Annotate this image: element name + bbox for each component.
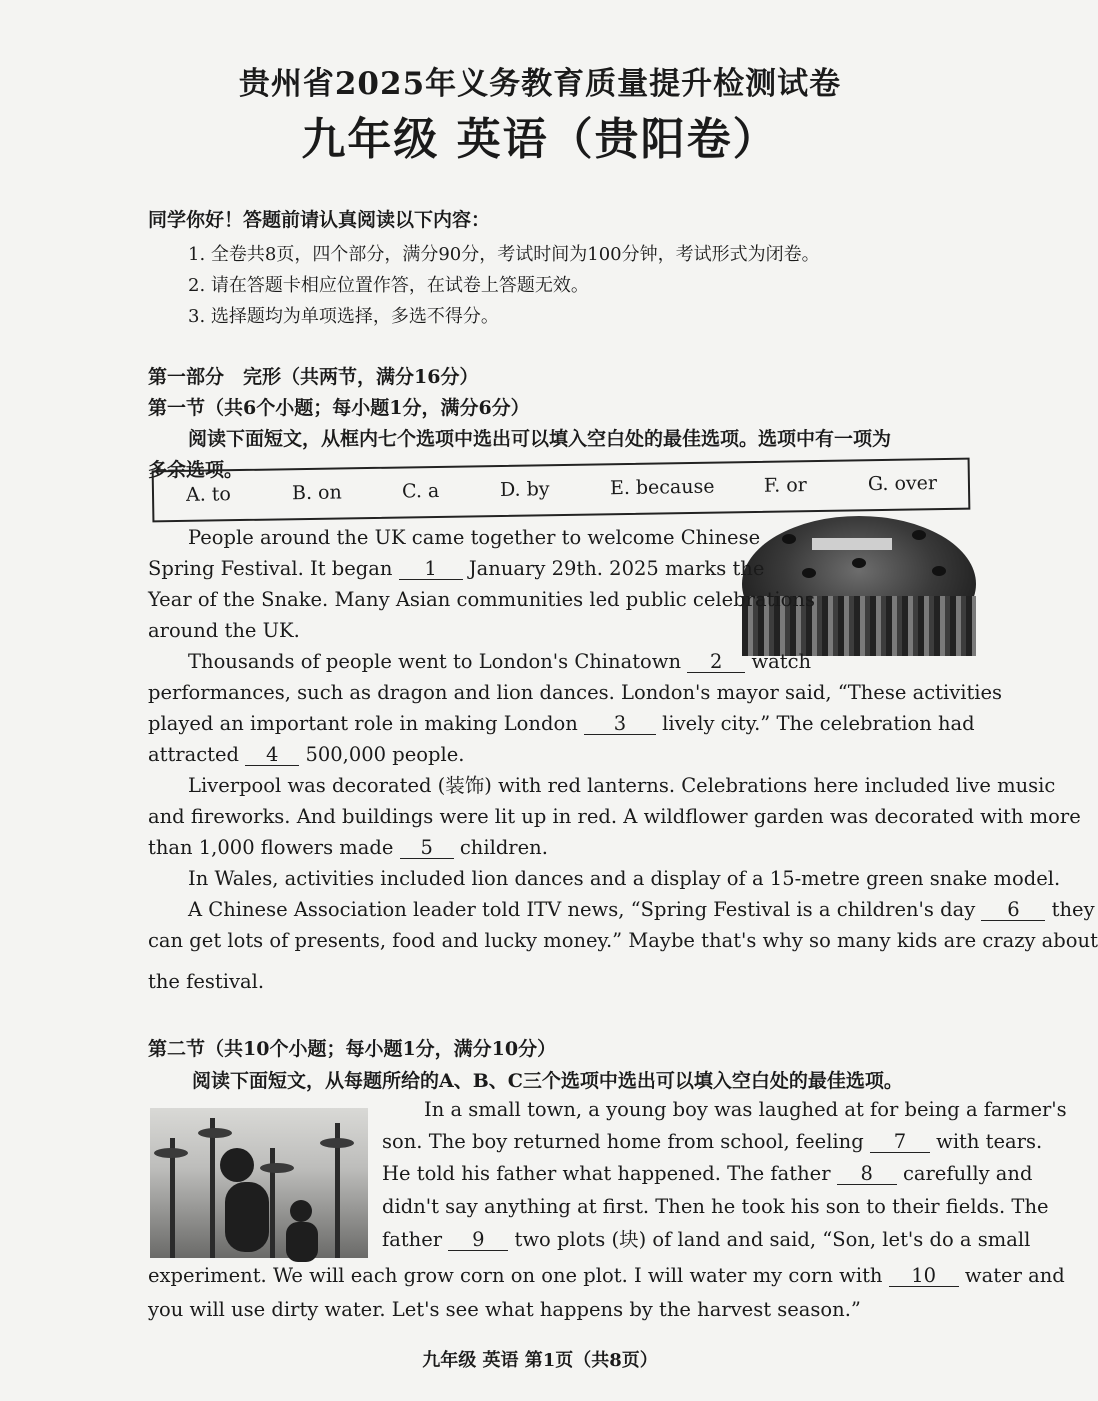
exam-subtitle: 九年级 英语（贵阳卷）: [301, 114, 779, 165]
page-footer: 九年级 英语 第1页（共8页）: [422, 1350, 658, 1371]
passage2-line: experiment. We will each grow corn on one plot. I will water my corn with 10 water and: [148, 1264, 1065, 1287]
passage1-line: and fireworks. And buildings were lit up in red. A wildflower garden was decorated with more: [148, 805, 1081, 828]
passage1-line: In Wales, activities included lion dances and a display of a 15-metre green snake model.: [188, 867, 1061, 890]
son-figure: [286, 1222, 318, 1262]
option-e: E. because: [609, 475, 715, 500]
section1-instruction-cont: 多余选项。: [148, 459, 244, 481]
notice-item-1: 1. 全卷共8页，四个部分，满分90分，考试时间为100分钟，考试形式为闭卷。: [188, 244, 820, 265]
section2-instruction: 阅读下面短文，从每题所给的A、B、C三个选项中选出可以填入空白处的最佳选项。: [192, 1070, 903, 1092]
father-figure: [220, 1148, 254, 1182]
passage1-line: People around the UK came together to welcome Chinese: [188, 526, 761, 549]
passage1-line: Thousands of people went to London's Chinatown 2 watch: [188, 650, 812, 673]
option-d: D. by: [499, 478, 550, 501]
passage2-line: father 9 two plots (块) of land and said, “Son, let's do a small: [382, 1228, 1031, 1251]
notice-heading: 同学你好！答题前请认真阅读以下内容：: [148, 209, 491, 231]
blank-5: 5: [400, 838, 454, 859]
corn-leaf: [198, 1128, 232, 1138]
chinatown-sign: [812, 538, 892, 550]
passage1-line: performances, such as dragon and lion dances. London's mayor said, “These activities: [148, 681, 1003, 704]
passage2-line: He told his father what happened. The father 8 carefully and: [382, 1162, 1033, 1185]
corn-leaf: [320, 1138, 354, 1148]
option-f: F. or: [763, 474, 807, 497]
corn-leaf: [154, 1148, 188, 1158]
section1-instruction: 阅读下面短文，从框内七个选项中选出可以填入空白处的最佳选项。选项中有一项为: [188, 428, 892, 450]
lantern-icon: [852, 558, 866, 568]
blank-9: 9: [448, 1230, 508, 1251]
son-figure: [290, 1200, 312, 1222]
lantern-icon: [912, 530, 926, 540]
cornfield-photo: [150, 1108, 368, 1258]
passage1-line: played an important role in making London 3 lively city.” The celebration had: [148, 712, 975, 735]
option-g: G. over: [867, 472, 938, 496]
passage2-line: son. The boy returned home from school, feeling 7 with tears.: [382, 1130, 1043, 1153]
passage1-line: Spring Festival. It began 1 January 29th. 2025 marks the: [148, 557, 765, 580]
blank-3: 3: [584, 714, 656, 735]
lantern-icon: [782, 534, 796, 544]
blank-10: 10: [889, 1266, 959, 1287]
options-box: [152, 458, 971, 523]
passage2-line: didn't say anything at first. Then he took his son to their fields. The: [382, 1195, 1049, 1218]
passage1-line: around the UK.: [148, 619, 300, 642]
blank-7: 7: [870, 1132, 930, 1153]
option-b: B. on: [291, 481, 342, 505]
passage1-line: Liverpool was decorated (装饰) with red lanterns. Celebrations here included live music: [188, 774, 1056, 797]
option-c: C. a: [401, 479, 440, 503]
blank-2: 2: [687, 652, 745, 673]
section1-heading: 第一节（共6个小题；每小题1分，满分6分）: [148, 397, 530, 419]
corn-leaf: [260, 1163, 294, 1173]
passage1-line: A Chinese Association leader told ITV news, “Spring Festival is a children's day 6 they: [188, 898, 1095, 921]
blank-6: 6: [981, 900, 1045, 921]
corn-stalk: [210, 1118, 215, 1258]
notice-item-2: 2. 请在答题卡相应位置作答，在试卷上答题无效。: [188, 275, 589, 296]
part1-heading: 第一部分 完形（共两节，满分16分）: [148, 366, 479, 388]
option-a: A. to: [185, 483, 232, 506]
lantern-icon: [932, 566, 946, 576]
lantern-icon: [802, 568, 816, 578]
exam-title: 贵州省2025年义务教育质量提升检测试卷: [238, 66, 842, 102]
father-figure: [225, 1182, 269, 1252]
passage2-line: you will use dirty water. Let's see what happens by the harvest season.”: [148, 1298, 861, 1321]
passage1-line: can get lots of presents, food and lucky money.” Maybe that's why so many kids are crazy about: [148, 929, 1098, 952]
blank-8: 8: [837, 1164, 897, 1185]
passage1-line: attracted 4 500,000 people.: [148, 743, 465, 766]
blank-1: 1: [399, 559, 463, 580]
passage1-line: than 1,000 flowers made 5 children.: [148, 836, 548, 859]
section2-heading: 第二节（共10个小题；每小题1分，满分10分）: [148, 1038, 557, 1060]
notice-item-3: 3. 选择题均为单项选择，多选不得分。: [188, 306, 499, 327]
passage2-line: In a small town, a young boy was laughed at for being a farmer's: [424, 1098, 1067, 1121]
passage1-line: the festival.: [148, 970, 265, 993]
blank-4: 4: [245, 745, 299, 766]
passage1-line: Year of the Snake. Many Asian communities led public celebrations: [148, 588, 815, 611]
